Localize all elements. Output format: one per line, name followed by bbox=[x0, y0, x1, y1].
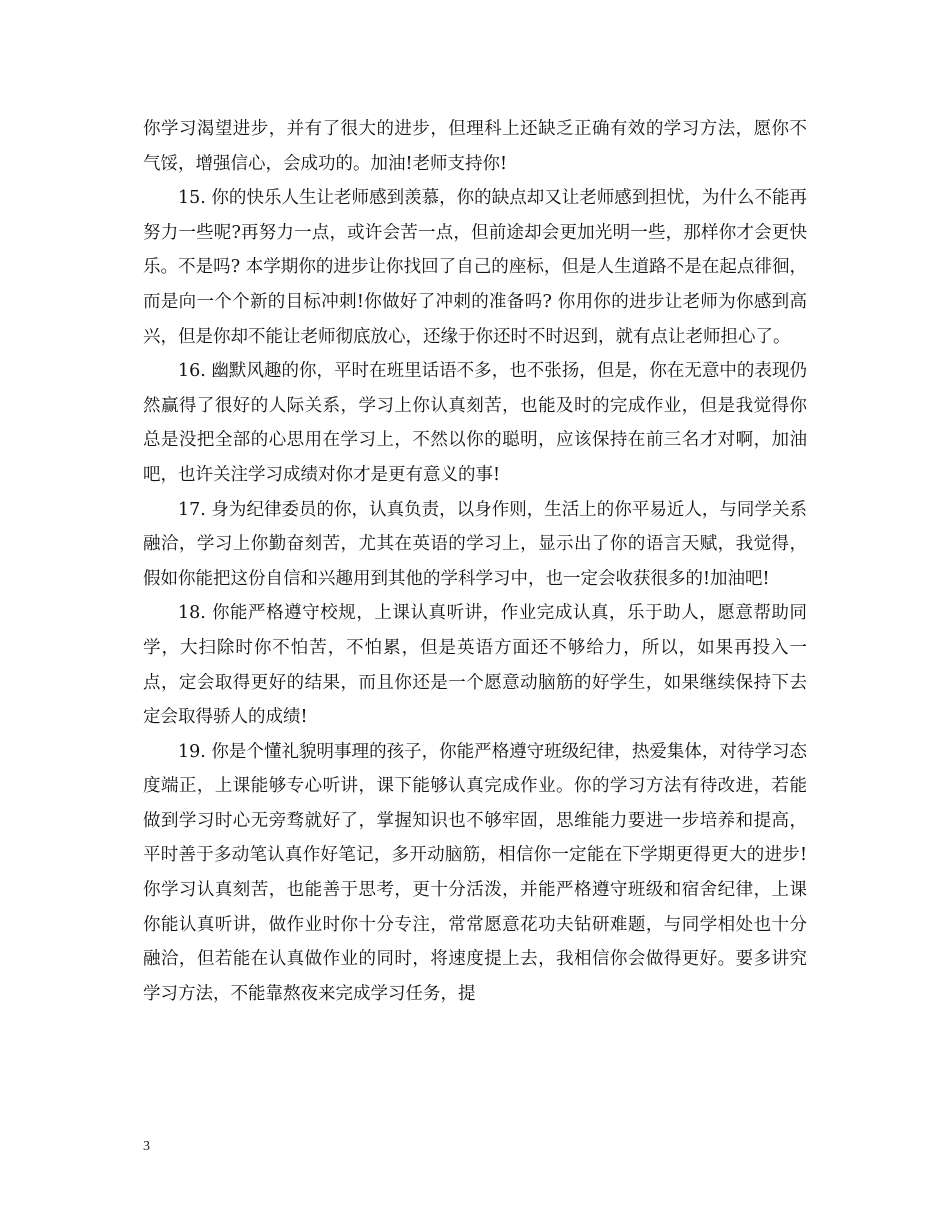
paragraph-comment-19: 19. 你是个懂礼貌明事理的孩子，你能严格遵守班级纪律，热爱集体，对待学习态度端正，上课能够专心听讲，课下能够认真完成作业。你的学习方法有待改进，若能做到学习时心无旁骛就好了，掌握知识也不够牢固，思维能力要进一步培养和提高，平时善于多动笔认真作好笔记，多开动脑筋，相信你一定能在下学期更得更大的进步! 你学习认真刻苦，也能善于思考，更十分活泼，并能严格遵守班级和宿舍纪律，上课你能认真听讲，做作业时你十分专注，常常愿意花功夫钻研难题，与同学相处也十分融洽，但若能在认真做作业的同时，将速度提上去，我相信你会做得更好。要多讲究学习方法，不能靠熬夜来完成学习任务，提 bbox=[143, 741, 807, 1004]
paragraph-comment-16: 16. 幽默风趣的你，平时在班里话语不多，也不张扬，但是，你在无意中的表现仍然赢得了很好的人际关系，学习上你认真刻苦，也能及时的完成作业，但是我觉得你总是没把全部的心思用在学习上，不然以你的聪明，应该保持在前三名才对啊，加油吧，也许关注学习成绩对你才是更有意义的事! bbox=[143, 361, 807, 485]
paragraph-comment-15: 15. 你的快乐人生让老师感到羡慕，你的缺点却又让老师感到担忧，为什么不能再努力一些呢?再努力一点，或许会苦一点，但前途却会更加光明一些，那样你才会更快乐。不是吗? 本学期你的进步让你找回了自己的座标，但是人生道路不是在起点徘徊，而是向一个个新的目标冲刺!你做好了冲刺的准备吗? 你用你的进步让老师为你感到高兴，但是你却不能让老师彻底放心，还缘于你还时不时迟到，就有点让老师担心了。 bbox=[143, 188, 807, 347]
paragraph-comment-17: 17. 身为纪律委员的你，认真负责，以身作则，生活上的你平易近人，与同学关系融洽，学习上你勤奋刻苦，尤其在英语的学习上，显示出了你的语言天赋，我觉得，假如你能把这份自信和兴趣用到其他的学科学习中，也一定会收获很多的!加油吧! bbox=[143, 499, 807, 589]
paragraph-comment-18: 18. 你能严格遵守校规，上课认真听讲，作业完成认真，乐于助人，愿意帮助同学，大扫除时你不怕苦，不怕累，但是英语方面还不够给力，所以，如果再投入一点，定会取得更好的结果，而且你还是一个愿意动脑筋的好学生，如果继续保持下去定会取得骄人的成绩! bbox=[143, 603, 807, 728]
paragraph-continuation: 你学习渴望进步，并有了很大的进步，但理科上还缺乏正确有效的学习方法，愿你不气馁，增强信心，会成功的。加油!老师支持你! bbox=[143, 119, 807, 174]
page-number: 3 bbox=[143, 1139, 150, 1154]
document-body bbox=[143, 112, 807, 1011]
